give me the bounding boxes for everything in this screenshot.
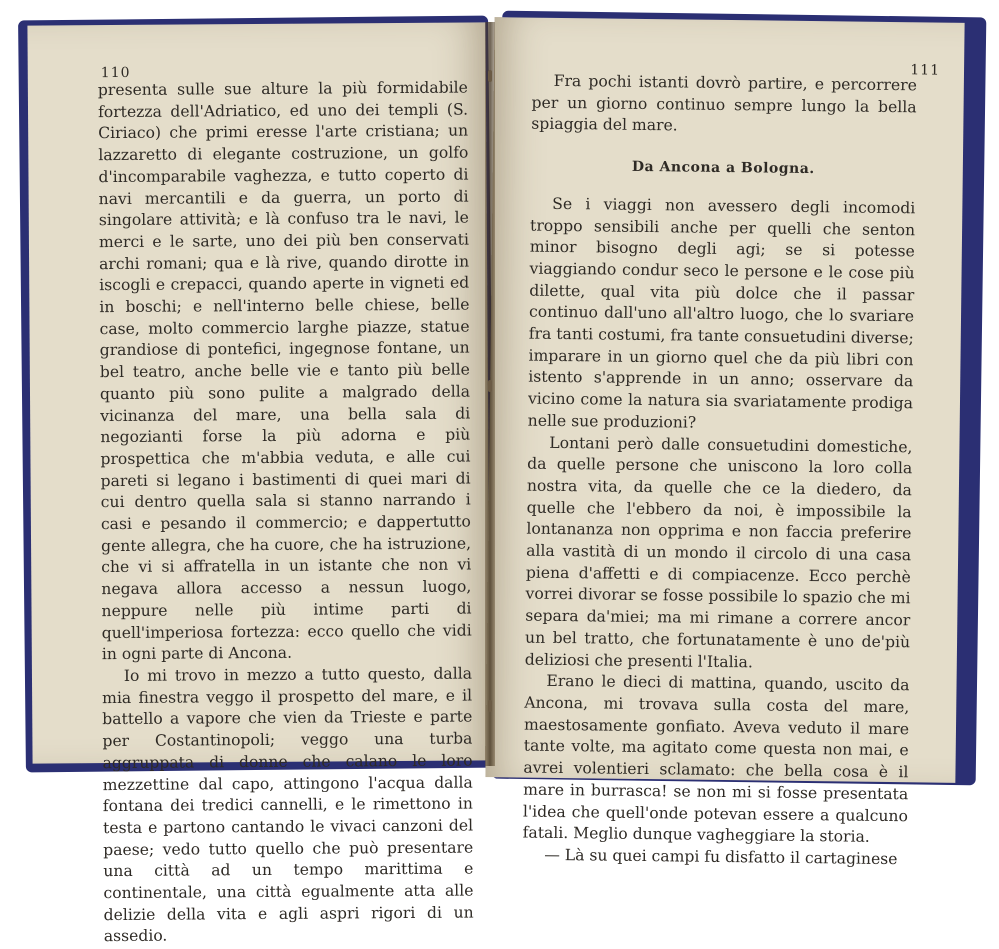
right-paragraph-2: Lontani però dalle consuetudini domestiche, da quelle persone che uniscono la loro colla nostra vita, da quelle che ce la diedero, da quelle che l'ebbero da noi, è impossibile la lontananza non opprima e non faccia preferire alla vastità di un mondo il circolo di una casa piena d'affetti e di compiacenze. Ecco perchè vorrei divorar se fosse possibile lo spazio che mi separa da'miei; ma mi rimane a correre ancor un bel tratto, che fortunatamente è uno de'più deliziosi che presenti l'Italia. bbox=[524, 433, 913, 671]
binding-stitch bbox=[488, 700, 492, 712]
right-intro-paragraph: Fra pochi istanti dovrò partire, e percorrere per un giorno continuo sempre lungo la bella spiaggia del mare. bbox=[531, 71, 917, 135]
binding-stitch bbox=[488, 380, 492, 392]
left-page-text bbox=[98, 78, 474, 949]
right-page bbox=[485, 17, 964, 869]
left-page-number: 110 bbox=[100, 64, 131, 82]
book-gutter bbox=[485, 22, 495, 766]
left-paragraph-1: presenta sulle sue alture la più formidabile fortezza dell'Adriatico, ed uno dei templi (S. Ciriaco) che primi eresse l'arte cristiana; un lazzaretto di elegante costruzione, un golfo d'incomparabile vaghezza, e tutto coperto di navi mercantili e da guerra, un porto di singolare attività; e là confuso tra le navi, le merci e le sarte, uno dei più ben conservati archi romani; qua e là rive, quando dirotte in iscogli e crepacci, quando aperte in vigneti ed in boschi; e nell'interno belle chiese, belle case, molto commercio larghe piazze, statue grandiose di pontefici, ingegnose fontane, un bel teatro, anche belle vie e tanto più belle quanto più sono pulite a malgrado della vicinanza del mare, una bella sala di negozianti forse la più adorna e più prospettica che m'abbia veduta, e alle cui pareti si legano i bastimenti di quei mari di cui dentro quella sala si stanno narrando i casi e pesando il commercio; e dappertutto gente allegra, che ha cuore, che ha istruzione, che vi si affratella in un istante che non vi negava allora accesso a nessun luogo, neppure nelle più intime parti di quell'imperiosa fortezza: ecco quello che vidi in ogni parte di Ancona. bbox=[97, 78, 472, 664]
right-paragraph-4: — Là su quei campi fu disfatto il cartaginese bbox=[544, 845, 898, 869]
right-paragraph-3: Erano le dieci di mattina, quando, uscito da Ancona, mi trovava sulla costa del mare, maestosamente gonfiato. Aveva veduto il mare tante volte, ma agitato come questa non mai, e avrei volentieri sclamato: che bella cosa è il mare in burrasca! se non mi si fosse presentata l'idea che quell'onde potevan essere a qualcuno fatali. Meglio dunque vagheggiare la storia. bbox=[522, 672, 910, 847]
left-page bbox=[27, 22, 490, 946]
right-page-number: 111 bbox=[910, 62, 941, 79]
binding-stitch bbox=[488, 70, 492, 82]
chapter-heading: Da Ancona a Bologna. bbox=[631, 158, 815, 178]
left-paragraph-2: Io mi trovo in mezzo a tutto questo, dalla mia finestra veggo il prospetto del mare, e il battello a vapore che vien da Trieste e parte per Costantinopoli; veggo una turba aggruppata di donne che calano le loro mezzettine dal capo, attingono l'acqua dalla fontana dei tredici cannelli, e le rimettono in testa e partono cantando le vivaci canzoni del paese; vedo tutto quello che può presentare una città ad un tempo marittima e continentale, una città egualmente atta alle delizie della vita e agli aspri rigori di un assedio. bbox=[102, 664, 474, 946]
right-paragraph-1: Se i viaggi non avessero degli incomodi troppo sensibili anche per quelli che senton minor bisogno degli agi; se si potesse viaggiando condur seco le persone e le cose più dilette, qual vita più dolce che il passar continuo dall'uno all'altro luogo, che lo svariare fra tanti costumi, fra tante consuetudini diverse; imparare in un giorno quel che da più libri con istento s'apprende in un anno; osservare da vicino come la natura sia svariatamente prodiga nelle sue produzioni? bbox=[527, 194, 916, 432]
right-page-text bbox=[522, 71, 917, 871]
